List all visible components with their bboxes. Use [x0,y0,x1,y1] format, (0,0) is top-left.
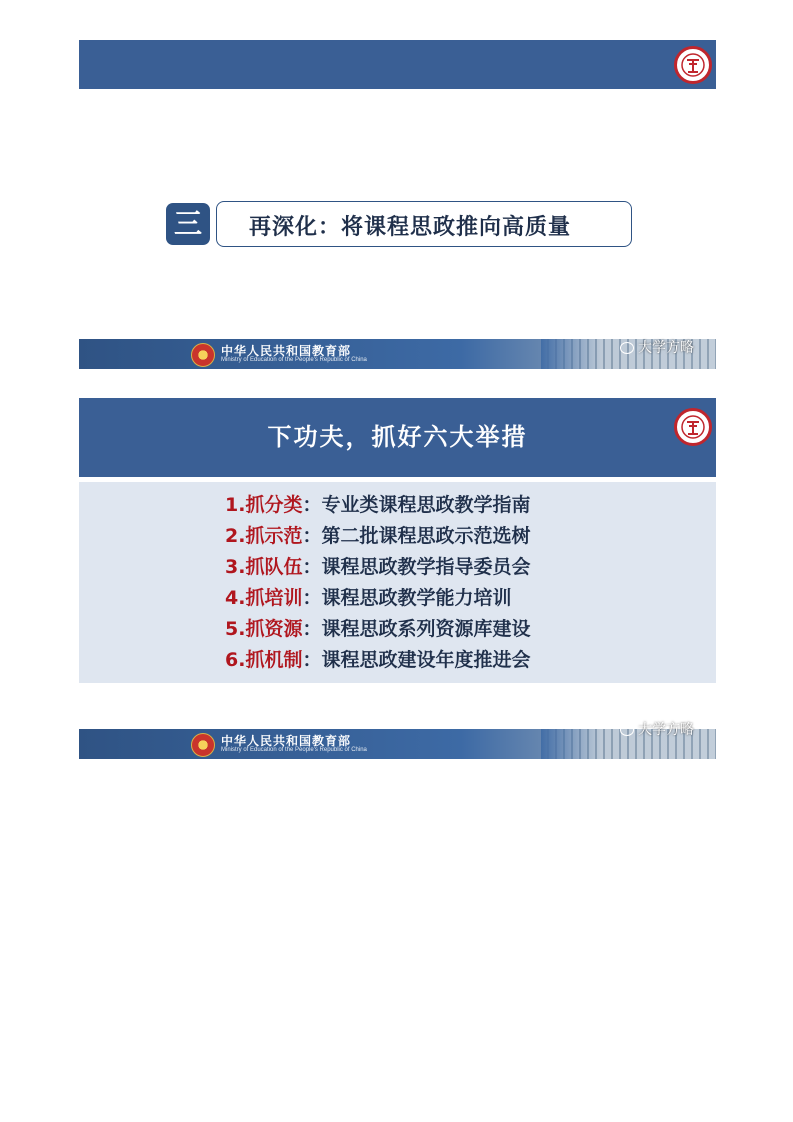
item-text: 第二批课程思政示范选树 [321,525,531,547]
watermark [620,719,694,739]
item-separator: ： [302,649,322,671]
item-separator: ： [302,618,322,640]
item-lead: 2.抓示范 [225,525,303,547]
wechat-icon [620,724,634,736]
slide-header-bar [79,40,716,89]
list-item [225,614,530,645]
ministry-name-cn: 中华人民共和国教育部 [221,734,352,748]
slide-title: 下功夫，抓好六大举措 [267,423,528,451]
section-title-box [216,201,632,247]
item-text: 课程思政系列资源库建设 [321,618,531,640]
list-item [225,490,530,521]
ministry-name-en: Ministry of Education of the People's Republic of China [221,747,367,753]
watermark [620,337,694,357]
item-lead: 4.抓培训 [225,587,303,609]
item-lead: 1.抓分类 [225,494,303,516]
slide-six-measures [79,369,716,759]
watermark-text: 大学方略 [638,340,694,356]
ministry-name-cn: 中华人民共和国教育部 [221,344,352,358]
slide-section-three [79,40,716,369]
section-heading [166,201,632,247]
item-lead: 5.抓资源 [225,618,303,640]
list-item [225,552,530,583]
item-text: 专业类课程思政教学指南 [321,494,531,516]
item-separator: ： [302,587,322,609]
item-separator: ： [302,494,322,516]
item-text: 课程思政建设年度推进会 [321,649,531,671]
wechat-icon [620,342,634,354]
section-number: 三 [166,203,210,245]
item-lead: 6.抓机制 [225,649,303,671]
watermark-text: 大学方略 [638,722,694,738]
national-emblem-icon [191,343,215,367]
school-logo-icon [674,46,712,84]
item-separator: ： [302,525,322,547]
list-item [225,645,530,676]
national-emblem-icon [191,733,215,757]
item-lead: 3.抓队伍 [225,556,303,578]
section-title: 再深化：将课程思政推向高质量 [249,215,572,240]
list-item [225,521,530,552]
ministry-name-en: Ministry of Education of the People's Republic of China [221,357,367,363]
item-separator: ： [302,556,322,578]
item-text: 课程思政教学能力培训 [321,587,512,609]
measures-panel [79,482,716,683]
item-text: 课程思政教学指导委员会 [321,556,531,578]
list-item [225,583,530,614]
school-logo-icon [674,408,712,446]
measures-list [225,490,530,676]
